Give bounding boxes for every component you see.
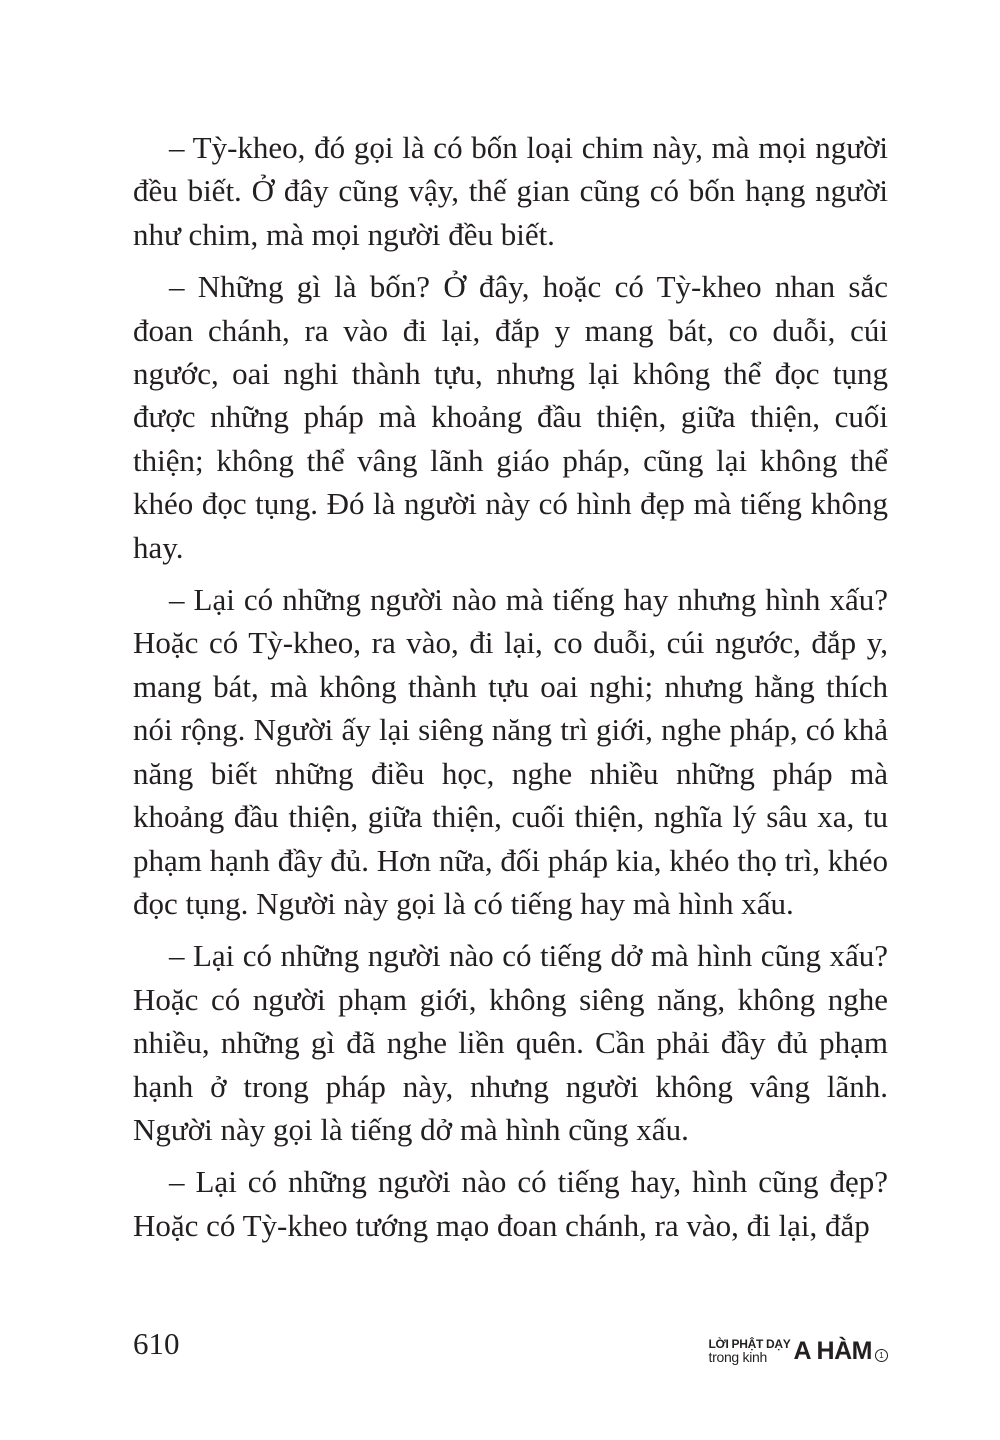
- series-logo: [709, 1334, 889, 1364]
- series-line-1: LỜI PHẬT DẠY: [708, 1337, 791, 1351]
- paragraph-5: – Lại có những người nào có tiếng hay, hình cũng đẹp? Hoặc có Tỳ-kheo tướng mạo đoan chánh, ra vào, đi lại, đắp: [133, 1164, 888, 1243]
- series-subtitle: [709, 1338, 791, 1364]
- paragraph-3: – Lại có những người nào mà tiếng hay nhưng hình xấu? Hoặc có Tỳ-kheo, ra vào, đi lại, co duỗi, cúi ngước, đắp y, mang bát, mà không thành tựu oai nghi; nhưng hằng thích nói rộng. Người ấy lại siêng năng trì giới, nghe pháp, có khả năng biết những điều học, nghe nhiều những pháp mà khoảng đầu thiện, giữa thiện, cuối thiện, nghĩa lý sâu xa, tu phạm hạnh đầy đủ. Hơn nữa, đối pháp kia, khéo thọ trì, khéo đọc tụng. Người này gọi là có tiếng hay mà hình xấu.: [133, 582, 888, 921]
- series-line-2: trong kinh: [708, 1349, 767, 1365]
- paragraph-4: – Lại có những người nào có tiếng dở mà hình cũng xấu? Hoặc có người phạm giới, không siêng năng, không nghe nhiều, những gì đã nghe liền quên. Cần phải đầy đủ phạm hạnh ở trong pháp này, nhưng người không vâng lãnh. Người này gọi là tiếng dở mà hình cũng xấu.: [133, 938, 888, 1147]
- paragraph-2: – Những gì là bốn? Ở đây, hoặc có Tỳ-kheo nhan sắc đoan chánh, ra vào đi lại, đắp y mang bát, co duỗi, cúi ngước, oai nghi thành tựu, nhưng lại không thể đọc tụng được những pháp mà khoảng đầu thiện, giữa thiện, cuối thiện; không thể vâng lãnh giáo pháp, cũng lại không thể khéo đọc tụng. Đó là người này có hình đẹp mà tiếng không hay.: [133, 269, 888, 565]
- page-footer: [133, 1322, 888, 1372]
- page-number: 610: [133, 1326, 180, 1361]
- body-text: [133, 126, 888, 1256]
- paragraph-1: – Tỳ-kheo, đó gọi là có bốn loại chim này, mà mọi người đều biết. Ở đây cũng vậy, thế gian cũng có bốn hạng người như chim, mà mọi người đều biết.: [133, 130, 888, 252]
- series-volume-badge: 1: [875, 1349, 888, 1362]
- series-title: A HÀM: [793, 1337, 872, 1365]
